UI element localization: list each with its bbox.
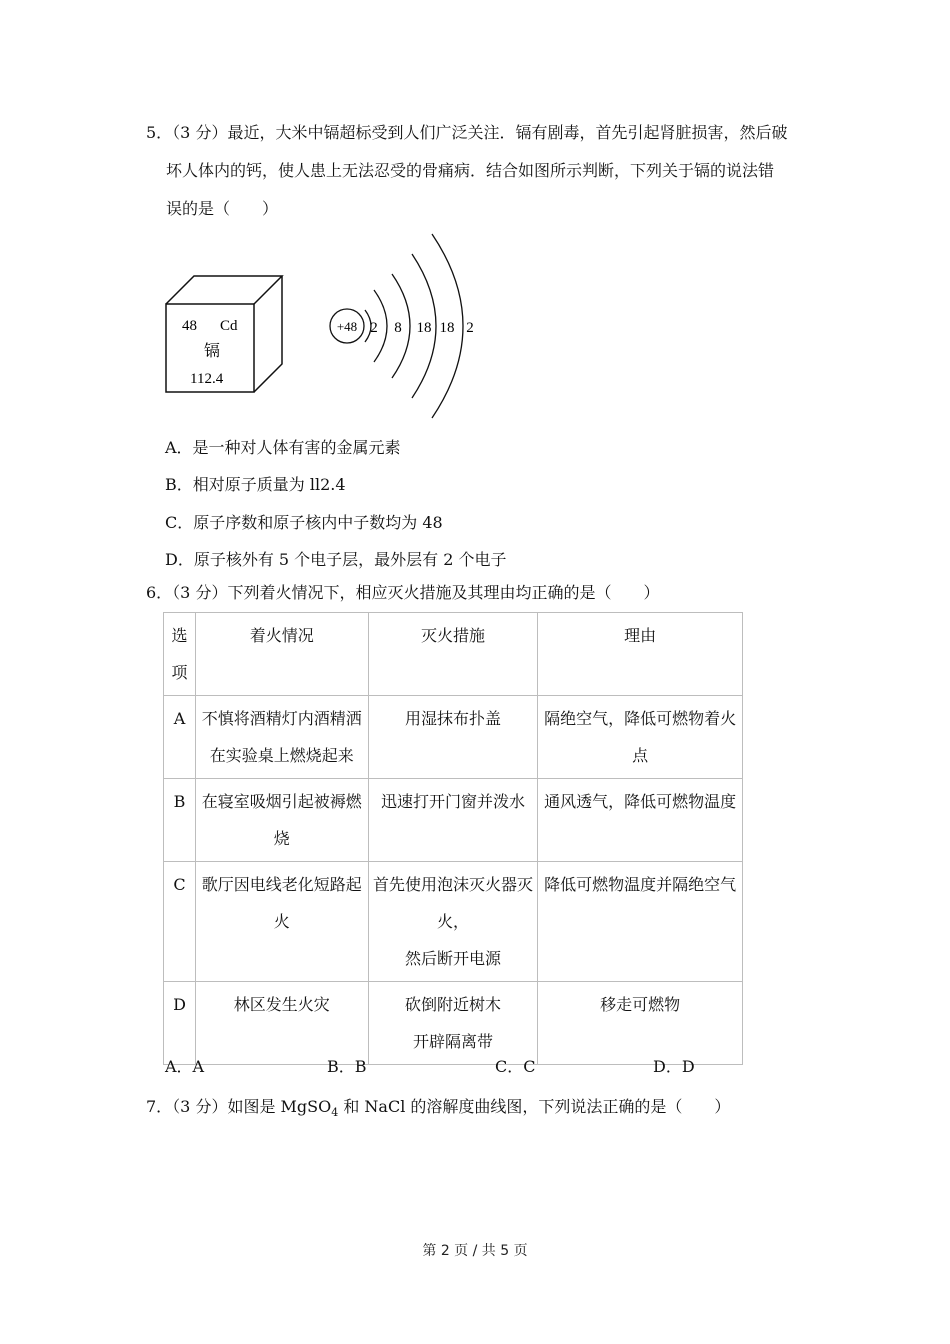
shell-count-1: 2 xyxy=(370,320,378,336)
row-reason: 隔绝空气，降低可燃物着火点 xyxy=(538,696,743,779)
header-situation: 着火情况 xyxy=(195,613,368,696)
question-7-stem xyxy=(146,1088,826,1132)
fire-measures-table xyxy=(163,612,743,1065)
table-row xyxy=(164,696,743,779)
question-6 xyxy=(146,574,826,612)
row-label: C xyxy=(164,862,196,982)
q6-choice-d: D．D xyxy=(653,1057,695,1076)
question-5-line-1: 5．（3 分）最近，大米中镉超标受到人们广泛关注．镉有剧毒，首先引起肾脏损害，然后破 xyxy=(146,123,788,142)
row-measure: 用湿抹布扑盖 xyxy=(368,696,538,779)
row-situation: 歌厅因电线老化短路起火 xyxy=(195,862,368,982)
row-measure: 迅速打开门窗并泼水 xyxy=(368,779,538,862)
row-reason: 通风透气，降低可燃物温度 xyxy=(538,779,743,862)
question-6-stem: 6．（3 分）下列着火情况下，相应灭火措施及其理由均正确的是（ ） xyxy=(146,583,660,602)
question-5 xyxy=(146,114,826,228)
question-7-suffix: 和 NaCl 的溶解度曲线图，下列说法正确的是（ ） xyxy=(338,1097,731,1116)
cadmium-figure xyxy=(160,230,490,430)
element-mass: 112.4 xyxy=(190,371,224,387)
q6-choice-b: B．B xyxy=(327,1057,367,1076)
shell-count-5: 2 xyxy=(466,320,474,336)
row-measure xyxy=(368,862,538,982)
cadmium-diagram xyxy=(160,230,490,430)
row-label: B xyxy=(164,779,196,862)
row-situation: 不慎将酒精灯内酒精洒在实验桌上燃烧起来 xyxy=(195,696,368,779)
q5-option-c: C．原子序数和原子核内中子数均为 48 xyxy=(165,513,443,532)
question-5-line-2: 坏人体内的钙，使人患上无法忍受的骨痛病．结合如图所示判断，下列关于镉的说法错 xyxy=(166,161,775,180)
row-situation: 在寝室吸烟引起被褥燃烧 xyxy=(195,779,368,862)
shell-count-3: 18 xyxy=(416,320,432,336)
row-measure-line-2: 然后断开电源 xyxy=(404,949,501,968)
row-measure-line-2: 开辟隔离带 xyxy=(412,1032,493,1051)
question-7-prefix: 7．（3 分）如图是 MgSO xyxy=(146,1097,332,1116)
header-reason: 理由 xyxy=(538,613,743,696)
table-row xyxy=(164,982,743,1065)
question-5-line-3: 误的是（ ） xyxy=(166,199,279,218)
q6-choice-c: C．C xyxy=(495,1057,536,1076)
element-number: 48 xyxy=(182,318,197,334)
table-header-row xyxy=(164,613,743,696)
row-label: A xyxy=(164,696,196,779)
header-measure: 灭火措施 xyxy=(368,613,538,696)
nucleus-charge: +48 xyxy=(336,319,358,334)
element-name: 镉 xyxy=(204,341,221,360)
page-footer: 第 2 页 / 共 5 页 xyxy=(422,1243,528,1259)
row-measure-line-1: 砍倒附近树木 xyxy=(404,995,501,1014)
table-row xyxy=(164,862,743,982)
shell-count-4: 18 xyxy=(439,320,455,336)
shell-count-2: 8 xyxy=(394,320,402,336)
q5-option-a: A．是一种对人体有害的金属元素 xyxy=(165,438,401,457)
row-measure xyxy=(368,982,538,1065)
element-card xyxy=(166,276,282,392)
table-row xyxy=(164,779,743,862)
question-7-subscript: 4 xyxy=(331,1106,339,1120)
q5-option-d: D．原子核外有 5 个电子层，最外层有 2 个电子 xyxy=(165,550,507,569)
q6-choice-a: A．A xyxy=(165,1057,205,1076)
q5-option-b: B．相对原子质量为 ll2.4 xyxy=(165,475,346,494)
row-reason: 移走可燃物 xyxy=(538,982,743,1065)
question-7 xyxy=(146,1088,826,1132)
header-option: 选项 xyxy=(164,613,196,696)
row-reason: 降低可燃物温度并隔绝空气 xyxy=(538,862,743,982)
row-situation: 林区发生火灾 xyxy=(195,982,368,1065)
element-symbol: Cd xyxy=(220,318,238,334)
row-measure-line-1: 首先使用泡沫灭火器灭火， xyxy=(372,875,533,931)
row-label: D xyxy=(164,982,196,1065)
